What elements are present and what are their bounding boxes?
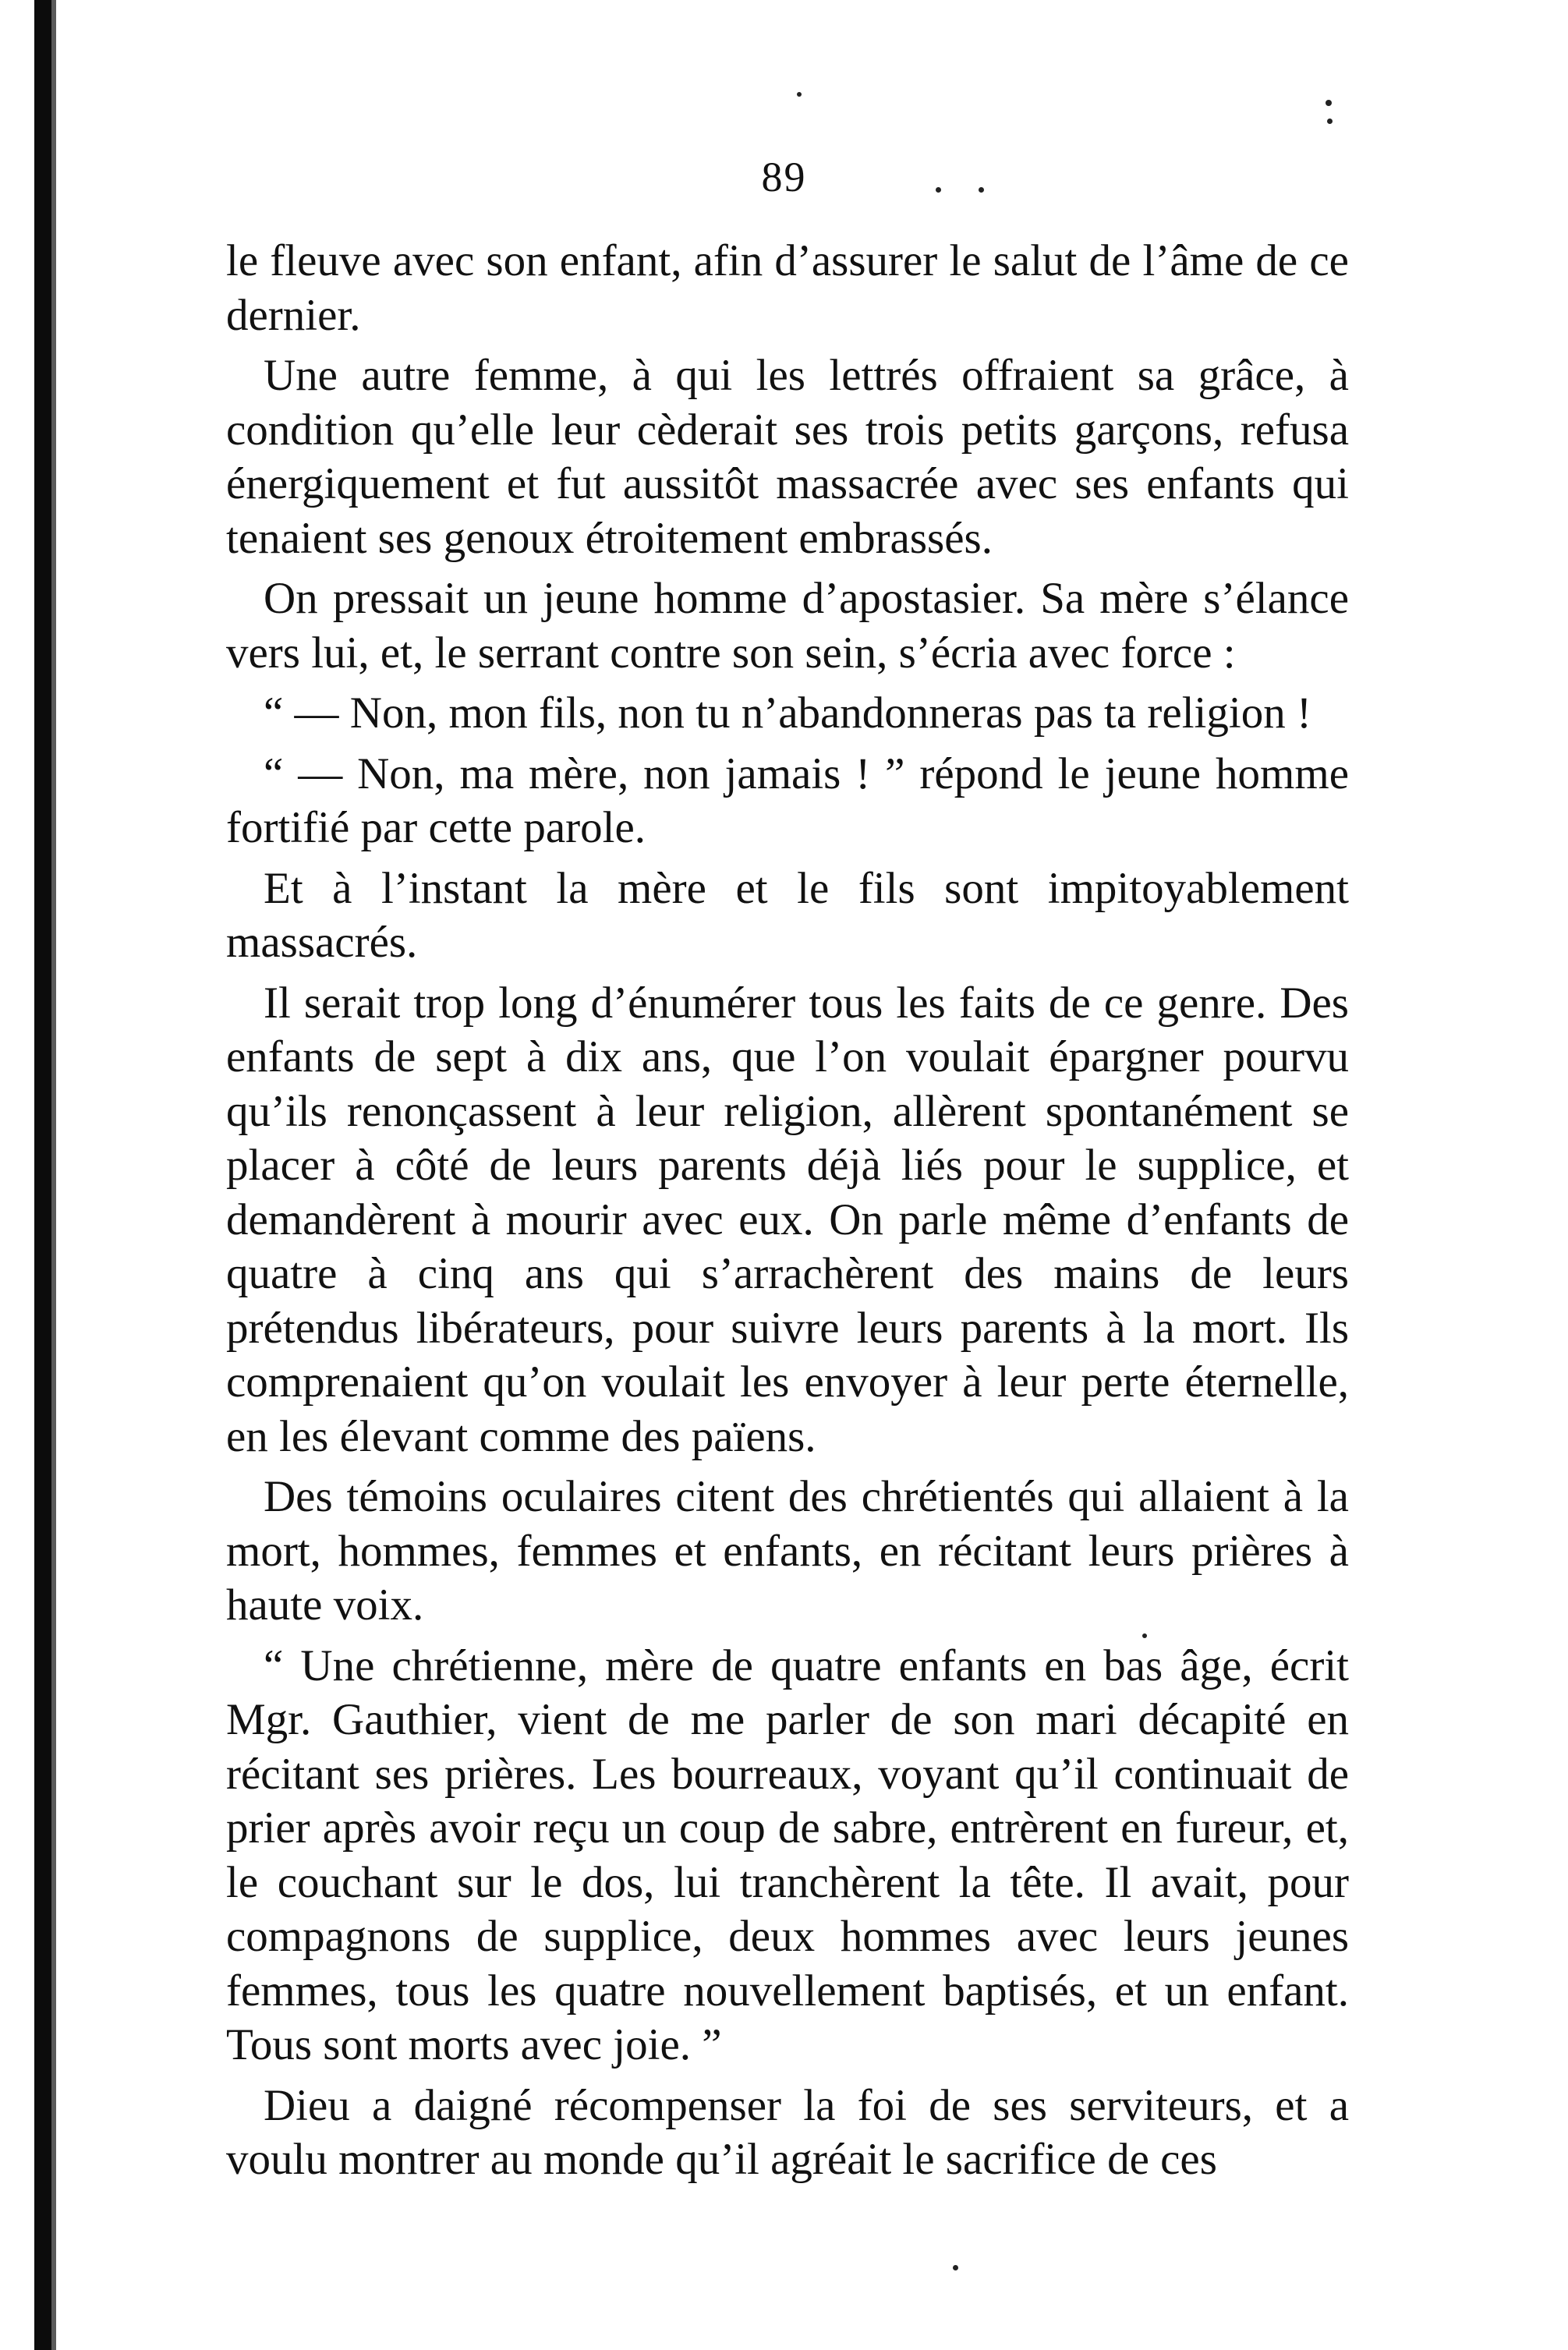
paragraph-6: Et à l’instant la mère et le fils sont impitoyablement massacrés. xyxy=(226,863,1349,967)
page-binding-shadow xyxy=(51,0,56,2350)
page-number: 89 xyxy=(761,154,807,200)
scan-speck xyxy=(1326,100,1332,106)
scan-speck xyxy=(953,2265,958,2270)
page-binding-edge xyxy=(34,0,51,2350)
paragraph-8: Des témoins oculaires citent des chrétientés qui allaient à la mort, hommes, femmes et enfants, en récitant leurs prières à haute voix. xyxy=(226,1472,1349,1630)
paragraph-9: “ Une chrétienne, mère de quatre enfants en bas âge, écrit Mgr. Gauthier, vient de me parler de son mari décapité en récitant ses prières. Les bourreaux, voyant qu’il continuait de prier après avoir reçu un coup de sabre, entrèrent en fureur, et, le couchant sur le dos, lui tranchèrent la tête. Il avait, pour compagnons de supplice, deux hommes avec leurs jeunes femmes, tous les quatre nouvellement baptisés, et un enfant. Tous sont morts avec joie. ” xyxy=(226,1640,1349,2069)
paragraph-5: “ — Non, ma mère, non jamais ! ” répond le jeune homme fortifié par cette parole. xyxy=(226,749,1349,852)
scan-speck xyxy=(1327,119,1333,124)
paragraph-2: Une autre femme, à qui les lettrés offraient sa grâce, à condition qu’elle leur cèderait ses trois petits garçons, refusa énergiquement et fut aussitôt massacrée avec ses enfants qui tenaient ses genoux étroitement embrassés. xyxy=(226,351,1349,563)
scan-speck xyxy=(797,92,802,97)
paragraph-7: Il serait trop long d’énumérer tous les faits de ce genre. Des enfants de sept à dix ans, que l’on voulait épargner pourvu qu’ils renonçassent à leur religion, allèrent spontanément se placer à côté de leurs parents déjà liés pour le supplice, et demandèrent à mourir avec eux. On parle même d’enfants de quatre à cinq ans qui s’arrachèrent des mains de leurs prétendus libérateurs, pour suivre leurs parents à la mort. Ils comprenaient qu’on voulait les envoyer à leur perte éternelle, en les élevant comme des païens. xyxy=(226,978,1349,1461)
paragraph-3: On pressait un jeune homme d’apostasier. Sa mère s’élance vers lui, et, le serrant contre son sein, s’écria avec force : xyxy=(226,574,1349,678)
paragraph-1: le fleuve avec son enfant, afin d’assurer le salut de l’âme de ce dernier. xyxy=(226,236,1349,340)
scan-speck xyxy=(1142,1633,1147,1638)
paragraph-10: Dieu a daigné récompenser la foi de ses serviteurs, et a voulu montrer au monde qu’il agréait le sacrifice de ces xyxy=(226,2080,1349,2184)
scan-speck xyxy=(979,187,984,193)
page-body xyxy=(226,234,1349,2193)
paragraph-4: “ — Non, mon fils, non tu n’abandonneras pas ta religion ! xyxy=(264,688,1311,738)
scan-speck xyxy=(936,187,941,193)
